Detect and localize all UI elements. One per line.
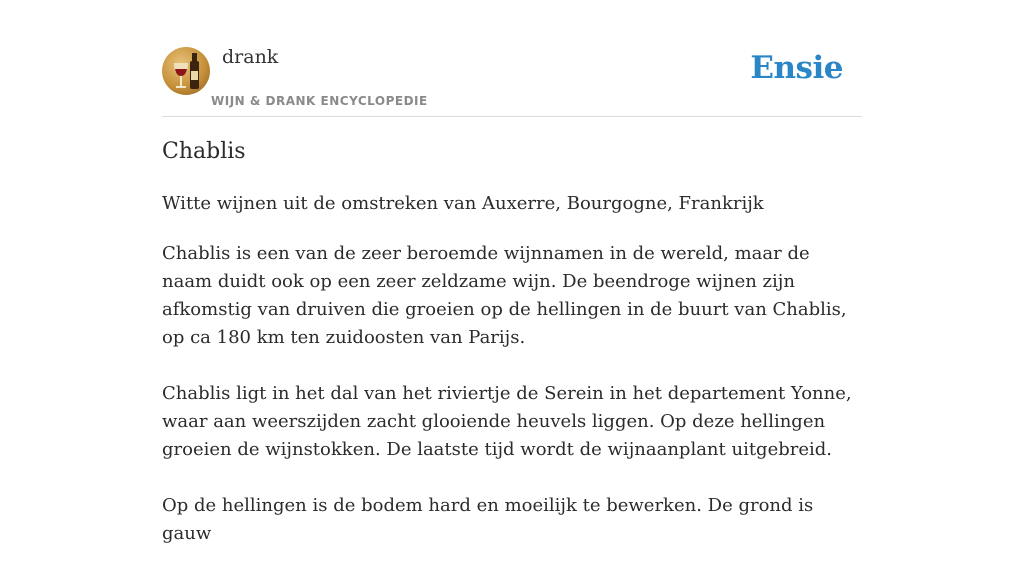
article-title: Chablis <box>162 139 246 164</box>
article-paragraph: Chablis ligt in het dal van het riviertje de Serein in het departement Yonne, waar aan weerszijden zacht glooiende heuvels liggen. Op deze hellingen groeien de wijnstokken. De laatste tijd wordt de wijnaanplant uitgebreid. <box>162 383 852 460</box>
article-paragraph: Op de hellingen is de bodem hard en moeilijk te bewerken. De grond is gauw <box>162 495 814 544</box>
ensie-logo[interactable]: Ensie <box>750 50 843 86</box>
article-lead: Witte wijnen uit de omstreken van Auxerre, Bourgogne, Frankrijk <box>162 193 764 214</box>
encyclopedia-subtitle: WIJN & DRANK ENCYCLOPEDIE <box>211 94 428 108</box>
wine-glass-bottle-icon[interactable] <box>162 47 210 95</box>
article-paragraph: Chablis is een van de zeer beroemde wijnnamen in de wereld, maar de naam duidt ook op een zeer zeldzame wijn. De beendroge wijnen zijn afkomstig van druiven die groeien op de hellingen in de buurt van Chablis, op ca 180 km ten zuidoosten van Parijs. <box>162 243 847 348</box>
header <box>162 46 862 117</box>
category-link[interactable]: drank <box>222 46 279 68</box>
article-body <box>162 240 862 576</box>
